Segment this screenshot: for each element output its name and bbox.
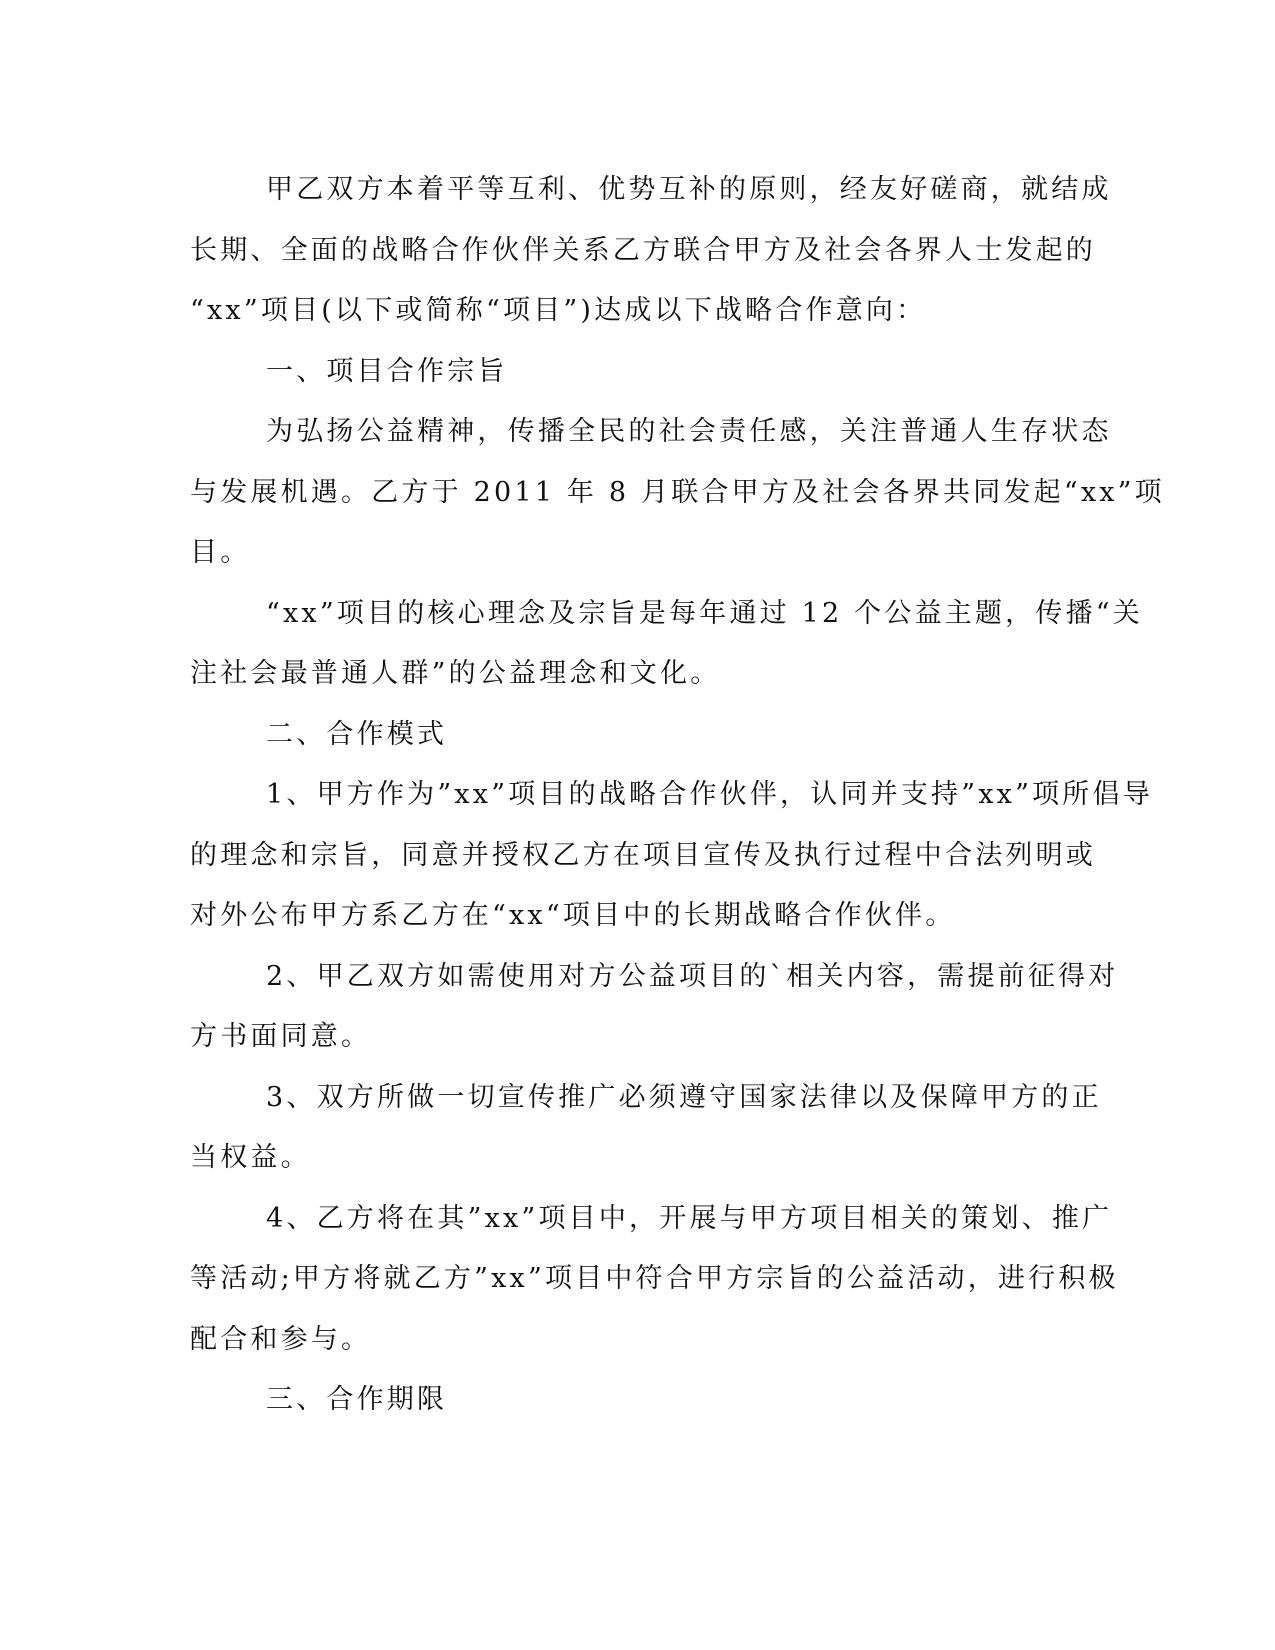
text-line: 注社会最普通人群”的公益理念和文化。 — [190, 658, 721, 689]
text-line: 等活动;甲方将就乙方”xx”项目中符合甲方宗旨的公益活动，进行积极 — [190, 1263, 1119, 1294]
heading-text: 二、合作模式 — [266, 718, 448, 750]
text-line: 方书面同意。 — [190, 1021, 372, 1052]
text-line: 对外公布甲方系乙方在“xx“项目中的长期战略合作伙伴。 — [190, 900, 956, 931]
paragraph-item-1 — [190, 765, 1153, 947]
paragraph-item-4 — [190, 1189, 1119, 1371]
text-line: 3、双方所做一切宣传推广必须遵守国家法律以及保障甲方的正 — [266, 1081, 1102, 1113]
text-line: 1、甲方作为”xx”项目的战略合作伙伴，认同并支持”xx”项所倡导 — [266, 779, 1153, 810]
section-heading-2 — [190, 705, 1070, 766]
text-line: 长期、全面的战略合作伙伴关系乙方联合甲方及社会各界人士发起的 — [190, 234, 1096, 266]
text-line: 甲乙双方本着平等互利、优势互补的原则，经友好磋商，就结成 — [266, 174, 1112, 205]
document-body — [190, 160, 1165, 1431]
text-line: 配合和参与。 — [190, 1323, 372, 1355]
text-line: 2、甲乙双方如需使用对方公益项目的`相关内容，需提前征得对 — [266, 960, 1119, 992]
paragraph-core-concept — [190, 584, 1143, 705]
section-heading-3 — [190, 1370, 1070, 1431]
text-line: 4、乙方将在其”xx”项目中，开展与甲方项目相关的策划、推广 — [266, 1202, 1113, 1234]
text-line: 的理念和宗旨，同意并授权乙方在项目宣传及执行过程中合法列明或 — [190, 839, 1096, 871]
paragraph-item-3 — [190, 1068, 1102, 1189]
paragraph-intro — [190, 160, 1112, 342]
text-line: 目。 — [190, 537, 251, 568]
text-line: 为弘扬公益精神，传播全民的社会责任感，关注普通人生存状态 — [266, 416, 1112, 447]
text-line: 与发展机遇。乙方于 2011 年 8 月联合甲方及社会各界共同发起“xx”项 — [190, 476, 1165, 508]
heading-text: 一、项目合作宗旨 — [266, 355, 508, 387]
heading-text: 三、合作期限 — [266, 1384, 448, 1415]
text-line: “xx”项目(以下或简称“项目”)达成以下战略合作意向： — [190, 295, 927, 326]
section-heading-1 — [190, 342, 1070, 403]
text-line: “xx”项目的核心理念及宗旨是每年通过 12 个公益主题，传播“关 — [266, 597, 1143, 629]
paragraph-item-2 — [190, 947, 1119, 1068]
paragraph-purpose — [190, 402, 1165, 584]
text-line: 当权益。 — [190, 1142, 311, 1173]
